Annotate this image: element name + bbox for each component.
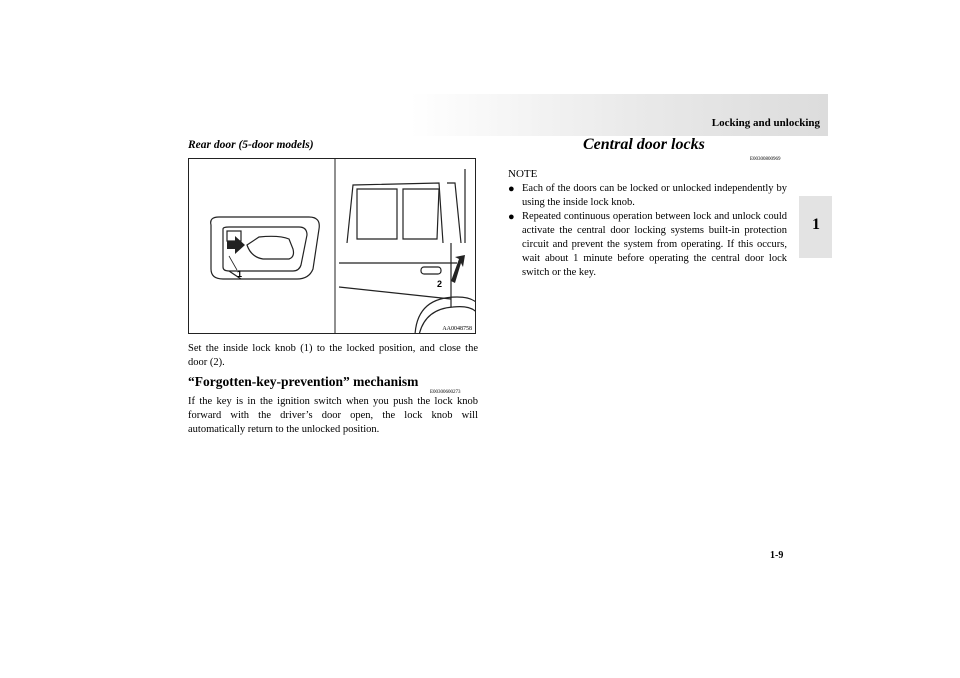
rear-door-figure <box>188 158 476 334</box>
paragraph-lock-instructions: Set the inside lock knob (1) to the locked position, and close the door (2). <box>188 343 478 368</box>
header-band <box>410 94 828 136</box>
inside-handle-drawing <box>211 217 320 279</box>
subheading-code: E00300600273 <box>430 390 461 395</box>
callout-label-2: 2 <box>437 279 443 289</box>
close-door-arrow-icon <box>451 255 465 283</box>
page-number: 1-9 <box>770 550 784 561</box>
note-text: Repeated continuous operation between lock and unlock could activate the central door locking systems built-in protection circuit and prevent the system from operating. If this occurs, wait about 1 minute before operating the central door lock switch or the key. <box>522 211 787 278</box>
bullet-icon: ● <box>508 211 515 223</box>
door-exterior-drawing <box>339 169 476 334</box>
chapter-tab-label: 1 <box>812 216 820 233</box>
note-list <box>508 182 787 280</box>
bullet-icon: ● <box>508 183 515 195</box>
rear-door-illustration <box>189 159 476 334</box>
note-text: Each of the doors can be locked or unlocked independently by using the inside lock knob. <box>522 183 787 208</box>
callout-label-1: 1 <box>237 269 243 279</box>
section-heading: Rear door (5-door models) <box>188 139 314 151</box>
push-arrow-icon <box>227 236 245 254</box>
page-header-title: Locking and unlocking <box>711 117 820 129</box>
list-item <box>508 182 787 210</box>
note-label: NOTE <box>508 168 538 180</box>
list-item <box>508 210 787 280</box>
chapter-tab <box>799 196 832 258</box>
paragraph-forgotten-key: If the key is in the ignition switch when you push the lock knob forward with the driver’s door open, the lock knob will automatically return to the unlocked position. <box>188 396 478 435</box>
central-heading-code: E00300800969 <box>750 157 781 162</box>
subheading-forgotten-key: “Forgotten-key-prevention” mechanism <box>188 374 419 389</box>
figure-code: AA0048758 <box>442 326 472 332</box>
central-door-locks-heading: Central door locks <box>583 136 705 153</box>
